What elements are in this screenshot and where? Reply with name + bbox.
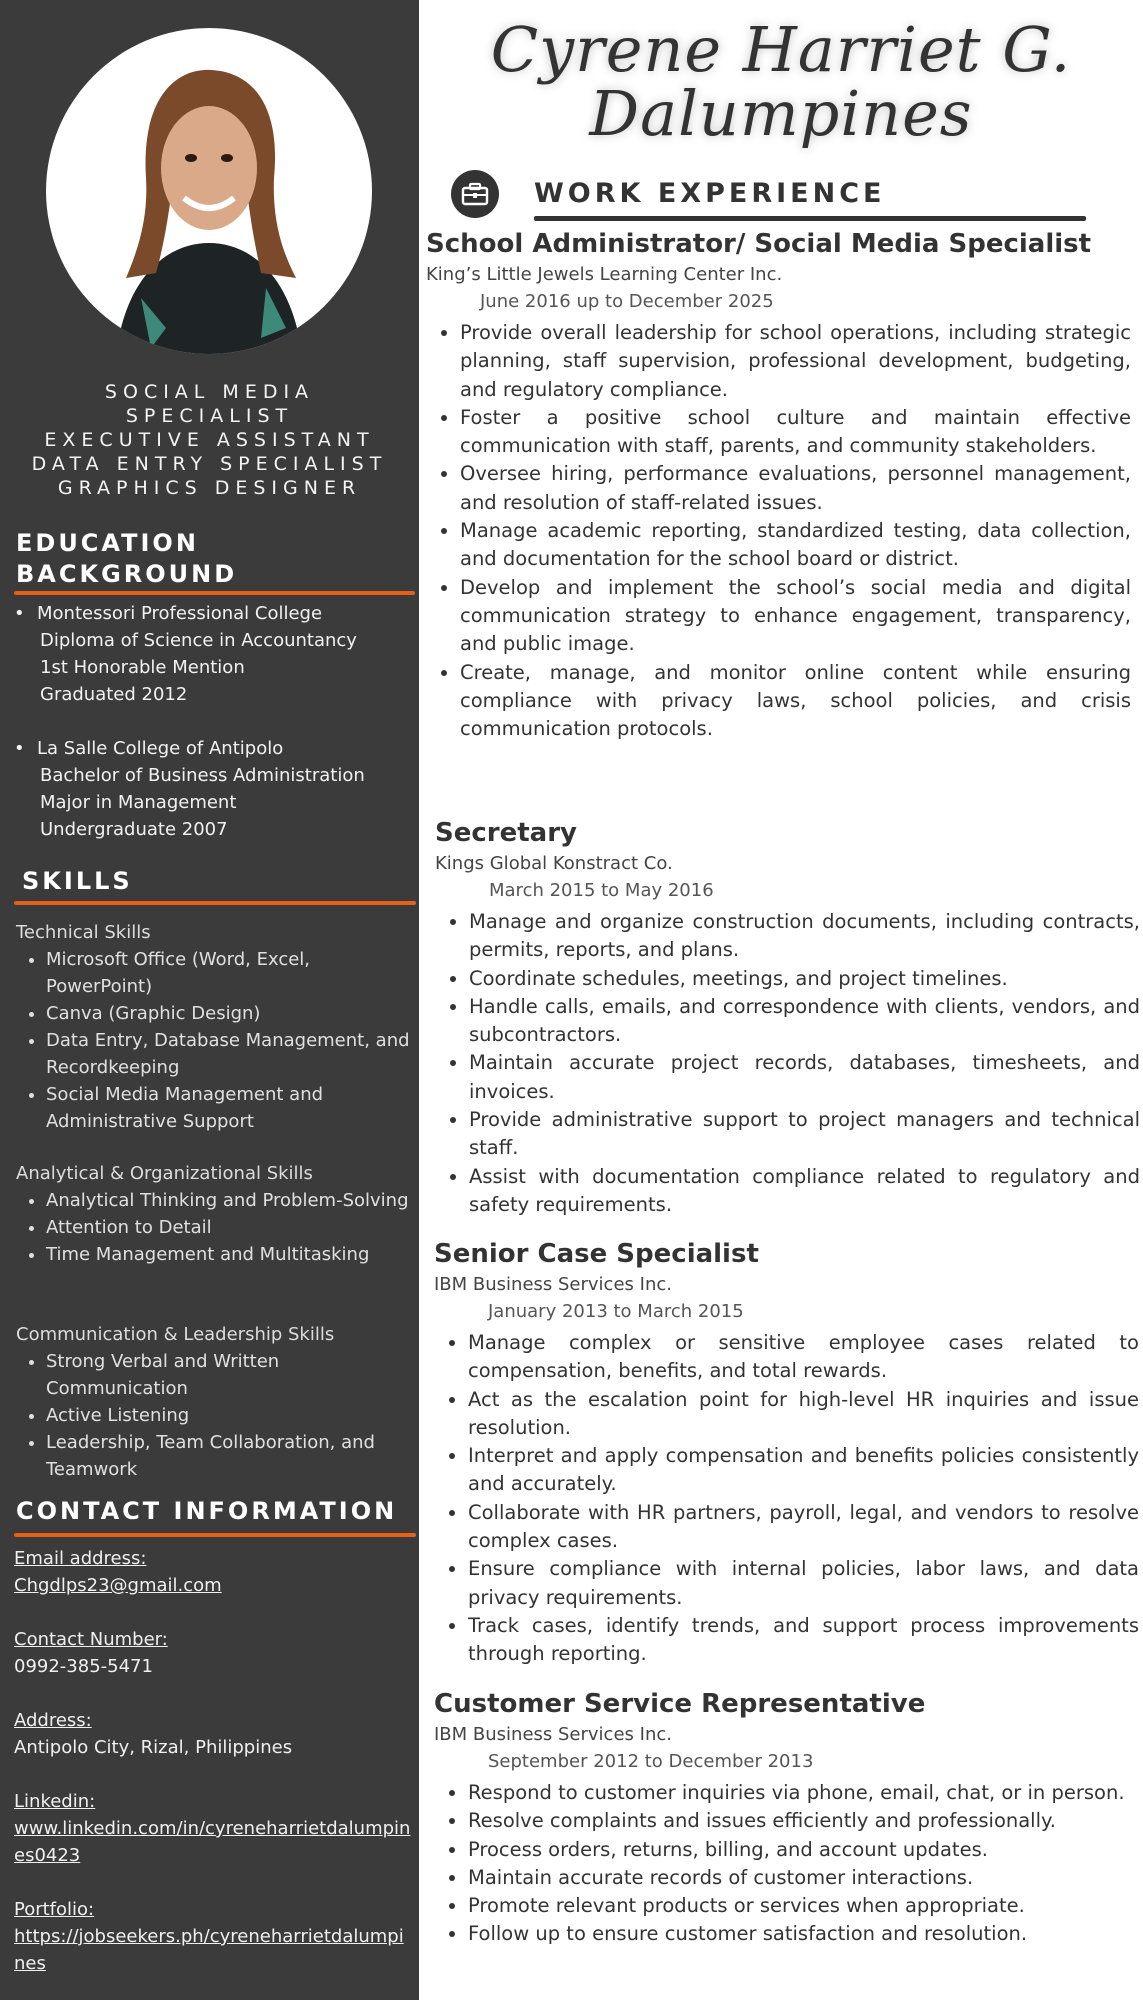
job-duty: • Follow up to ensure customer satisfaction and resolution.: [468, 1920, 1139, 1948]
job-duty: • Interpret and apply compensation and benefits policies consistently and accurately.: [468, 1442, 1139, 1499]
job-title: Senior Case Specialist: [434, 1239, 759, 1269]
bullet-icon: •: [14, 603, 25, 624]
job-company: King’s Little Jewels Learning Center Inc.: [426, 264, 783, 285]
bullet-icon: •: [14, 738, 25, 759]
job-duty: • Create, manage, and monitor online content while ensuring compliance with privacy laws, school policies, and crisis communication protocols.: [460, 659, 1131, 744]
job-duty: • Respond to customer inquiries via phone, email, chat, or in person.: [468, 1779, 1139, 1807]
role-line: EXECUTIVE ASSISTANT: [44, 429, 375, 451]
job-company: Kings Global Konstract Co.: [435, 853, 673, 874]
name-line2: Dalumpines: [589, 77, 973, 150]
skill-item: • Analytical Thinking and Problem-Solving: [46, 1187, 416, 1214]
job-period: March 2015 to May 2016: [489, 880, 714, 901]
skills-technical: [16, 919, 416, 1135]
education-heading-line1: EDUCATION: [16, 529, 199, 557]
job-duty: • Handle calls, emails, and correspondence with clients, vendors, and subcontractors.: [469, 993, 1140, 1050]
skills-communication: [16, 1321, 416, 1483]
job-duties: [434, 1779, 1139, 1949]
contact-heading: CONTACT INFORMATION: [16, 1497, 398, 1525]
education-degree: Diploma of Science in Accountancy: [40, 630, 357, 651]
role-titles: [0, 380, 419, 500]
job-period: June 2016 up to December 2025: [480, 291, 774, 312]
job-duty: • Act as the escalation point for high-level HR inquiries and issue resolution.: [468, 1386, 1139, 1443]
skill-item: • Strong Verbal and Written Communication: [46, 1348, 416, 1402]
address-label: Address:: [14, 1710, 92, 1731]
education-school: La Salle College of Antipolo: [37, 738, 284, 759]
briefcase-icon: [451, 170, 499, 218]
contact-divider: [14, 1533, 416, 1537]
education-major: Major in Management: [40, 792, 237, 813]
email-label: Email address:: [14, 1548, 147, 1569]
education-honor: 1st Honorable Mention: [40, 657, 245, 678]
skills-category-label: Analytical & Organizational Skills: [16, 1163, 313, 1184]
name-line1: Cyrene Harriet G.: [490, 13, 1072, 86]
skill-item: • Canva (Graphic Design): [46, 1000, 416, 1027]
linkedin-link[interactable]: www.linkedin.com/in/cyreneharrietdalumpines0423: [14, 1818, 411, 1866]
role-line: SPECIALIST: [125, 405, 294, 427]
main-content: [419, 0, 1143, 2000]
skill-item: • Microsoft Office (Word, Excel, PowerPoint): [46, 946, 416, 1000]
job-duty: • Assist with documentation compliance related to regulatory and safety requirements.: [469, 1163, 1140, 1220]
job-duties: [434, 1329, 1139, 1669]
skill-item: • Data Entry, Database Management, and Recordkeeping: [46, 1027, 416, 1081]
job-duty: • Track cases, identify trends, and support process improvements through reporting.: [468, 1612, 1139, 1669]
job-duty: • Process orders, returns, billing, and account updates.: [468, 1836, 1139, 1864]
portfolio-label: Portfolio:: [14, 1899, 95, 1920]
phone-value[interactable]: 0992-385-5471: [14, 1656, 153, 1677]
job-duty: • Oversee hiring, performance evaluations, personnel management, and resolution of staff-related issues.: [460, 460, 1131, 517]
skills-category-label: Communication & Leadership Skills: [16, 1324, 335, 1345]
job-entry: [434, 1237, 1139, 1669]
job-duty: • Promote relevant products or services when appropriate.: [468, 1892, 1139, 1920]
contact-info: [14, 1545, 414, 2004]
job-period: September 2012 to December 2013: [488, 1751, 814, 1772]
skills-analytical: [16, 1160, 416, 1268]
skills-list: [16, 1348, 416, 1483]
job-duty: • Provide administrative support to project managers and technical staff.: [469, 1106, 1140, 1163]
job-title: Secretary: [435, 818, 577, 848]
skill-item: • Social Media Management and Administrative Support: [46, 1081, 416, 1135]
education-year: Undergraduate 2007: [40, 819, 228, 840]
job-duties: [426, 319, 1131, 743]
education-list: [14, 600, 414, 870]
job-duty: • Ensure compliance with internal policies, labor laws, and data privacy requirements.: [468, 1555, 1139, 1612]
sidebar: [0, 0, 419, 2000]
work-experience-divider: [534, 216, 1086, 221]
education-divider: [14, 591, 415, 595]
profile-photo: [46, 28, 372, 354]
skills-category-label: Technical Skills: [16, 922, 151, 943]
job-period: January 2013 to March 2015: [488, 1301, 744, 1322]
email-link[interactable]: Chgdlps23@gmail.com: [14, 1575, 222, 1596]
skill-item: • Leadership, Team Collaboration, and Teamwork: [46, 1429, 416, 1483]
role-line: SOCIAL MEDIA: [104, 381, 315, 403]
role-line: GRAPHICS DESIGNER: [57, 477, 362, 499]
skill-item: • Active Listening: [46, 1402, 416, 1429]
job-duty: • Provide overall leadership for school operations, including strategic planning, staff supervision, professional development, budgeting, and regulatory compliance.: [460, 319, 1131, 404]
skill-item: • Time Management and Multitasking: [46, 1241, 416, 1268]
job-duty: • Collaborate with HR partners, payroll, legal, and vendors to resolve complex cases.: [468, 1499, 1139, 1556]
job-entry: [435, 816, 1140, 1219]
address-value: Antipolo City, Rizal, Philippines: [14, 1737, 293, 1758]
job-entry: [434, 1687, 1139, 1949]
job-duty: • Manage and organize construction documents, including contracts, permits, reports, and plans.: [469, 908, 1140, 965]
role-line: DATA ENTRY SPECIALIST: [31, 453, 388, 475]
phone-label: Contact Number:: [14, 1629, 168, 1650]
linkedin-label: Linkedin:: [14, 1791, 96, 1812]
job-duty: • Coordinate schedules, meetings, and project timelines.: [469, 965, 1140, 993]
skills-divider: [14, 901, 416, 905]
job-title: Customer Service Representative: [434, 1689, 926, 1719]
profile-photo-image: [46, 28, 372, 354]
job-duty: • Maintain accurate records of customer interactions.: [468, 1864, 1139, 1892]
job-title: School Administrator/ Social Media Specialist: [426, 229, 1092, 259]
job-duty: • Manage academic reporting, standardized testing, data collection, and documentation for the school board or district.: [460, 517, 1131, 574]
job-duty: • Resolve complaints and issues efficiently and professionally.: [468, 1807, 1139, 1835]
education-year: Graduated 2012: [40, 684, 188, 705]
job-duty: • Foster a positive school culture and maintain effective communication with staff, parents, and community stakeholders.: [460, 404, 1131, 461]
education-degree: Bachelor of Business Administration: [40, 765, 365, 786]
job-company: IBM Business Services Inc.: [434, 1724, 672, 1745]
work-experience-heading: WORK EXPERIENCE: [534, 178, 886, 209]
candidate-name: [419, 13, 1143, 150]
education-heading-line2: BACKGROUND: [16, 560, 238, 588]
job-duties: [435, 908, 1140, 1219]
portfolio-link[interactable]: https://jobseekers.ph/cyreneharrietdalumpines: [14, 1926, 404, 1974]
skill-item: • Attention to Detail: [46, 1214, 416, 1241]
skills-heading: SKILLS: [22, 867, 133, 895]
skills-list: [16, 946, 416, 1135]
education-school: Montessori Professional College: [37, 603, 323, 624]
job-duty: • Manage complex or sensitive employee cases related to compensation, benefits, and total rewards.: [468, 1329, 1139, 1386]
job-duty: • Maintain accurate project records, databases, timesheets, and invoices.: [469, 1049, 1140, 1106]
education-item: [14, 735, 414, 843]
education-item: [14, 600, 414, 708]
skills-list: [16, 1187, 416, 1268]
job-company: IBM Business Services Inc.: [434, 1274, 672, 1295]
education-heading: [16, 528, 237, 590]
job-duty: • Develop and implement the school’s social media and digital communication strategy to enhance engagement, transparency, and public image.: [460, 574, 1131, 659]
job-entry: [426, 227, 1131, 743]
